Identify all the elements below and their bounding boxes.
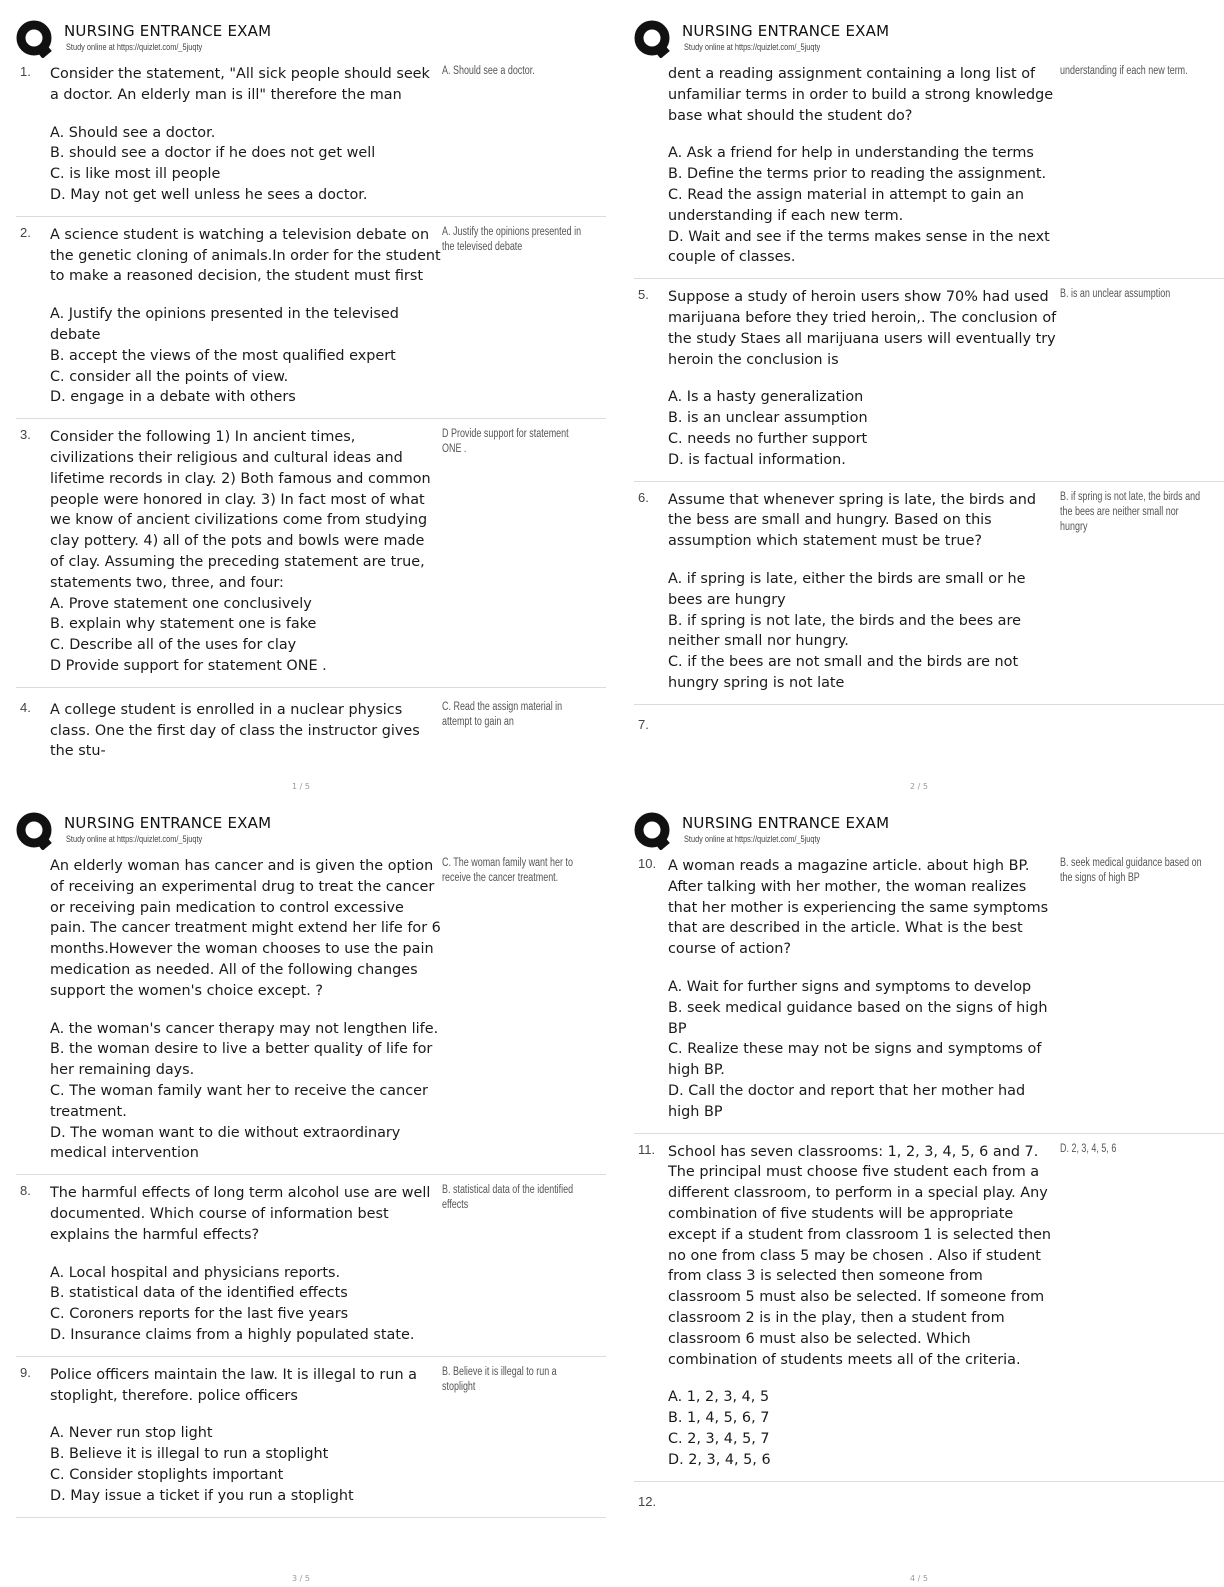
question-stem: A college student is enrolled in a nuclear physics class. One the first day of class the instructor gives the stu- <box>50 701 420 760</box>
page-number: 3 / 5 <box>292 1574 310 1583</box>
exam-title: NURSING ENTRANCE EXAM <box>682 814 890 832</box>
question-number: 3. <box>20 427 31 443</box>
answer-text: B. Believe it is illegal to run a stoplight <box>442 1365 557 1393</box>
question-card <box>634 60 1224 279</box>
option-a: A. Justify the opinions presented in the televised debate <box>50 306 399 343</box>
option-a: A. Should see a doctor. <box>50 124 216 141</box>
question-number: 5. <box>638 287 649 303</box>
question-stem: Assume that whenever spring is late, the birds and the bess are small and hungry. Based on this assumption which statement must be true? <box>668 491 1036 550</box>
option-c: C. if the bees are not small and the birds are not hungry spring is not late <box>668 654 1019 691</box>
answer-text: B. if spring is not late, the birds and the bees are neither small nor hungry <box>1060 490 1201 533</box>
question-stem: Police officers maintain the law. It is illegal to run a stoplight, therefore. police officers <box>50 1366 417 1404</box>
option-b: B. Believe it is illegal to run a stoplight <box>50 1446 329 1463</box>
exam-title: NURSING ENTRANCE EXAM <box>64 22 272 40</box>
option-b: B. 1, 4, 5, 6, 7 <box>668 1410 770 1427</box>
option-d: D. 2, 3, 4, 5, 6 <box>668 1451 771 1468</box>
option-a: A. Wait for further signs and symptoms to develop <box>668 978 1032 995</box>
answer-text: A. Justify the opinions presented in the televised debate <box>442 225 582 253</box>
option-c: C. 2, 3, 4, 5, 7 <box>668 1430 770 1447</box>
option-b: B. accept the views of the most qualified expert <box>50 347 396 364</box>
answer-text: C. Read the assign material in attempt to gain an <box>442 700 563 728</box>
question-card <box>16 1175 606 1357</box>
study-link[interactable]: Study online at https://quizlet.com/_5juqty <box>66 834 203 844</box>
study-link[interactable]: Study online at https://quizlet.com/_5juqty <box>66 42 203 52</box>
question-card <box>634 482 1224 705</box>
option-c: C. Realize these may not be signs and symptoms of high BP. <box>668 1041 1042 1079</box>
question-number: 12. <box>638 1493 657 1509</box>
option-d: D. engage in a debate with others <box>50 389 296 406</box>
page-number: 1 / 5 <box>292 782 310 791</box>
option-c: C. is like most ill people <box>50 166 221 183</box>
option-c: C. Coroners reports for the last five years <box>50 1306 349 1323</box>
answer-text: D. 2, 3, 4, 5, 6 <box>1060 1142 1117 1155</box>
option-a: A. if spring is late, either the birds are small or he bees are hungry <box>668 570 1026 608</box>
question-stem: The harmful effects of long term alcohol use are well documented. Which course of information best explains the harmful effects? <box>50 1185 431 1243</box>
question-stem: School has seven classrooms: 1, 2, 3, 4, 5, 6 and 7. The principal must choose five student each from a different classroom, to perform in a special play. Any combination of five students will be appropriate except if a student from classroom 1 is selected then no one from class 5 may be chosen . Also if student from class 3 is selected then someone from classroom 5 must also be selected. If someone from classroom 2 is in the play, then a student from classroom 6 must also be selected. Which combination of students meets all of the criteria. <box>668 1143 1052 1368</box>
question-stem: dent a reading assignment containing a long list of unfamiliar terms in order to build a strong knowledge base what should the student do? <box>668 66 1054 124</box>
question-card <box>634 1482 1224 1509</box>
question-card <box>16 1357 606 1518</box>
question-card <box>16 60 606 217</box>
page-header <box>634 20 1224 60</box>
option-c: C. Describe all of the uses for clay <box>50 637 297 654</box>
quizlet-logo-icon <box>634 20 672 58</box>
question-number: 1. <box>20 64 31 79</box>
question-number: 9. <box>20 1364 31 1380</box>
page-4 <box>634 812 1224 1587</box>
question-card <box>16 419 606 688</box>
option-b: B. statistical data of the identified effects <box>50 1285 348 1302</box>
option-a: A. 1, 2, 3, 4, 5 <box>668 1389 770 1406</box>
option-d: D. May issue a ticket if you run a stoplight <box>50 1487 354 1504</box>
question-number: 7. <box>638 716 649 732</box>
question-number: 6. <box>638 489 649 505</box>
question-card <box>16 217 606 419</box>
page-3 <box>16 812 606 1587</box>
question-stem: A science student is watching a television debate on the genetic cloning of animals.In order for the student to make a reasoned decision, the student must first <box>50 226 441 285</box>
question-stem: Suppose a study of heroin users show 70% had used marijuana before they tried heroin,. The conclusion of the study Staes all marijuana users will eventually try heroin the conclusion is <box>668 289 1057 368</box>
question-stem: An elderly woman has cancer and is given the option of receiving an experimental drug to treat the cancer or receiving pain medication to control excessive pain. The cancer treatment might extend her life for 6 months.However the woman chooses to use the pain medication as needed. All of the following changes support the women's choice except. ? <box>50 858 441 999</box>
question-card <box>16 852 606 1175</box>
question-number: 4. <box>20 699 31 715</box>
answer-text: D Provide support for statement ONE . <box>442 428 569 456</box>
option-d: D. May not get well unless he sees a doctor. <box>50 186 368 203</box>
page-number: 4 / 5 <box>910 1574 928 1583</box>
question-number: 11. <box>638 1141 656 1157</box>
answer-text: C. The woman family want her to receive the cancer treatment. <box>442 857 573 884</box>
option-d: D. Insurance claims from a highly populated state. <box>50 1326 415 1343</box>
question-stem: A woman reads a magazine article. about high BP. After talking with her mother, the woman realizes that her mother is experiencing the same symptoms that are described in the article. What is the best course of action? <box>668 858 1049 958</box>
answer-text: B. seek medical guidance based on the signs of high BP <box>1060 857 1202 884</box>
option-a: A. Prove statement one conclusively <box>50 595 312 612</box>
exam-title: NURSING ENTRANCE EXAM <box>682 22 890 40</box>
exam-title: NURSING ENTRANCE EXAM <box>64 814 272 832</box>
page-number: 2 / 5 <box>910 782 928 791</box>
option-a: A. Local hospital and physicians reports. <box>50 1264 341 1281</box>
option-c: C. Consider stoplights important <box>50 1466 284 1483</box>
question-card <box>634 279 1224 481</box>
question-stem: Consider the following 1) In ancient times, civilizations their religious and cultural ideas and lifetime records in clay. 2) Both famous and common people were honored in clay. 3) In fact most of what we know of ancient civilizations come from studying clay pottery. 4) all of the pots and bowls were made of clay. Assuming the preceding statement are true, statements two, three, and four: <box>50 429 431 591</box>
option-b: B. should see a doctor if he does not get well <box>50 145 376 162</box>
quizlet-logo-icon <box>634 812 672 850</box>
option-b: B. explain why statement one is fake <box>50 616 317 633</box>
answer-text: B. statistical data of the identified effects <box>442 1184 574 1212</box>
study-link[interactable]: Study online at https://quizlet.com/_5juqty <box>684 834 821 844</box>
quizlet-logo-icon <box>16 20 54 58</box>
question-number: 8. <box>20 1183 31 1199</box>
quizlet-logo-icon <box>16 812 54 850</box>
option-d: D Provide support for statement ONE . <box>50 657 327 674</box>
page-header <box>16 812 606 852</box>
option-c: C. The woman family want her to receive the cancer treatment. <box>50 1082 428 1120</box>
option-c: C. Read the assign material in attempt to gain an understanding if each new term. <box>668 186 1025 224</box>
question-card <box>634 1134 1224 1482</box>
question-number: 10. <box>638 856 657 871</box>
answer-text: understanding if each new term. <box>1060 65 1188 77</box>
question-stem: Consider the statement, "All sick people should seek a doctor. An elderly man is ill" therefore the man <box>50 66 430 103</box>
option-b: B. seek medical guidance based on the signs of high BP <box>668 999 1048 1037</box>
option-b: B. is an unclear assumption <box>668 410 868 427</box>
question-card <box>16 688 606 772</box>
option-b: B. Define the terms prior to reading the assignment. <box>668 166 1047 183</box>
question-card <box>634 705 1224 732</box>
option-a: A. Is a hasty generalization <box>668 389 864 406</box>
option-d: D. is factual information. <box>668 451 846 468</box>
page-header <box>16 20 606 60</box>
page-2 <box>634 20 1224 795</box>
page-header <box>634 812 1224 852</box>
option-d: D. Call the doctor and report that her mother had high BP <box>668 1082 1026 1120</box>
question-card <box>634 852 1224 1134</box>
option-a: A. the woman's cancer therapy may not lengthen life. <box>50 1020 439 1037</box>
option-c: C. needs no further support <box>668 430 868 447</box>
option-a: A. Ask a friend for help in understanding the terms <box>668 145 1034 162</box>
option-b: B. if spring is not late, the birds and the bees are neither small nor hungry. <box>668 612 1021 650</box>
option-b: B. the woman desire to live a better quality of life for her remaining days. <box>50 1041 433 1079</box>
answer-text: B. is an unclear assumption <box>1060 288 1171 301</box>
answer-text: A. Should see a doctor. <box>442 65 535 77</box>
option-c: C. consider all the points of view. <box>50 368 289 385</box>
option-d: D. The woman want to die without extraordinary medical intervention <box>50 1124 401 1162</box>
option-d: D. Wait and see if the terms makes sense in the next couple of classes. <box>668 228 1050 266</box>
study-link[interactable]: Study online at https://quizlet.com/_5juqty <box>684 42 821 52</box>
option-a: A. Never run stop light <box>50 1425 213 1442</box>
question-number: 2. <box>20 224 31 240</box>
page-1 <box>16 20 606 795</box>
